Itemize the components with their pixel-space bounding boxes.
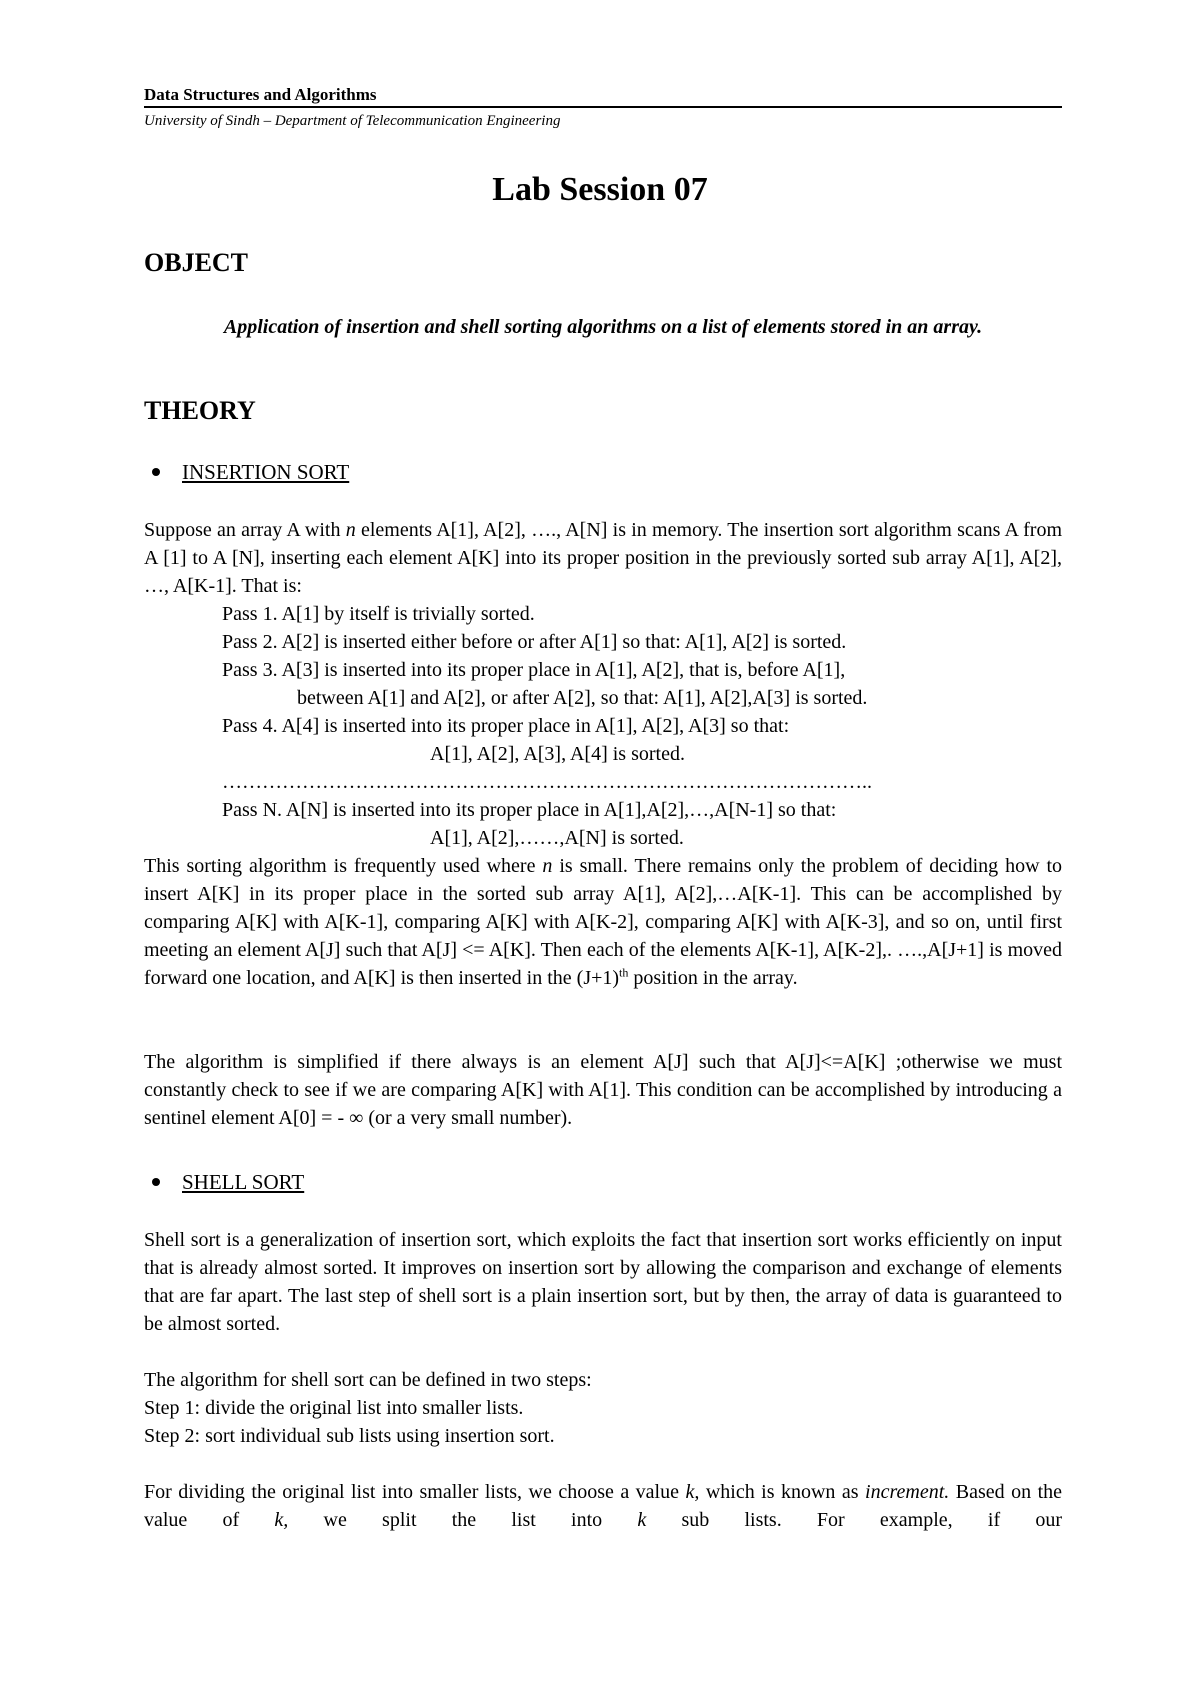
term-increment: increment.: [865, 1481, 950, 1503]
text-run: Based on the value of: [144, 1481, 1063, 1531]
steps-intro: The algorithm for shell sort can be defined in two steps:: [144, 1369, 592, 1391]
bullet-icon: [152, 1178, 160, 1186]
variable-k: k: [637, 1509, 647, 1531]
variable-n: n: [345, 519, 356, 541]
text-run: which is known as: [699, 1481, 866, 1503]
step-1: Step 1: divide the original list into smaller lists.: [144, 1397, 524, 1419]
shell-paragraph-3: [144, 1478, 1062, 1534]
ellipsis-line: ……………………………………………………………………………………..: [222, 771, 872, 793]
insertion-paragraph-3: The algorithm is simplified if there always is an element A[J] such that A[J]<=A[K] ;otherwise we must constantly check to see if we are comparing A[K] with A[1]. This condition can be accomplished by introducing a sentinel element A[0] = - ∞ (or a very small number).: [144, 1051, 1062, 1129]
object-text: Application of insertion and shell sorting algorithms on a list of elements stored in an array.: [223, 316, 983, 338]
pass-4-line: Pass 4. A[4] is inserted into its proper place in A[1], A[2], A[3] so that:: [222, 715, 790, 737]
text-run: Suppose an array A with: [144, 519, 346, 541]
variable-k: k,: [685, 1481, 700, 1503]
variable-k: k,: [274, 1509, 289, 1531]
object-heading: OBJECT: [144, 248, 249, 277]
step-2: Step 2: sort individual sub lists using insertion sort.: [144, 1425, 555, 1447]
pass-3-continuation: between A[1] and A[2], or after A[2], so that: A[1], A[2],A[3] is sorted.: [297, 687, 868, 709]
text-run: position in the array.: [628, 967, 798, 989]
text-run: we split the list into: [288, 1509, 638, 1531]
theory-heading: THEORY: [144, 396, 256, 425]
shell-paragraph-1: Shell sort is a generalization of insertion sort, which exploits the fact that insertion sort works efficiently on input that is already almost sorted. It improves on insertion sort by allowing the comparison and exchange of elements that are far apart. The last step of shell sort is a plain insertion sort, but by then, the array of data is guaranteed to be almost sorted.: [144, 1229, 1062, 1335]
text-run: elements A[1], A[2], …., A[N] is in memory. The insertion sort algorithm scans A from A [1] to A [N], inserting each element A[K] into its proper position in the previously sorted sub array A[1], A[2], …, A[K-1]. That is:: [144, 519, 1062, 597]
text-run: sub lists. For example, if our: [646, 1509, 1062, 1531]
running-header-subtitle: University of Sindh – Department of Telecommunication Engineering: [144, 113, 561, 129]
text-run: is small. There remains only the problem of deciding how to insert A[K] in its proper place in the sorted sub array A[1], A[2],…A[K-1]. This can be accomplished by comparing A[K] with A[K-1], comparing A[K] with A[K-2], comparing A[K] with A[K-3], and so on, until first meeting an element A[J] such that A[J] <= A[K]. Then each of the elements A[K-1], A[K-2],. ….,A[J+1] is moved forward one location, and A[K] is then inserted in the (J+1): [144, 855, 1063, 989]
pass-4-continuation: A[1], A[2], A[3], A[4] is sorted.: [430, 743, 685, 765]
shell-sort-label: SHELL SORT: [182, 1170, 305, 1194]
pass-n-continuation: A[1], A[2],……,A[N] is sorted.: [430, 827, 684, 849]
insertion-paragraph-1: [144, 516, 1062, 600]
pass-3-line: Pass 3. A[3] is inserted into its proper place in A[1], A[2], that is, before A[1],: [222, 659, 846, 681]
bullet-icon: [152, 468, 160, 476]
pass-2-line: Pass 2. A[2] is inserted either before or after A[1] so that: A[1], A[2] is sorted.: [222, 631, 847, 653]
superscript: th: [619, 965, 629, 980]
variable-n: n: [542, 855, 553, 877]
insertion-paragraph-2: [144, 852, 1062, 992]
pass-1-line: Pass 1. A[1] by itself is trivially sorted.: [222, 603, 535, 625]
running-header-title: Data Structures and Algorithms: [144, 84, 1062, 108]
insertion-sort-label: INSERTION SORT: [182, 460, 350, 484]
shell-sort-bullet: [152, 1168, 304, 1196]
text-run: This sorting algorithm is frequently used where: [144, 855, 543, 877]
insertion-sort-bullet: [152, 458, 349, 486]
page-title: Lab Session 07: [492, 171, 708, 208]
pass-n-line: Pass N. A[N] is inserted into its proper place in A[1],A[2],…,A[N-1] so that:: [222, 799, 837, 821]
text-run: For dividing the original list into smaller lists, we choose a value: [144, 1481, 686, 1503]
